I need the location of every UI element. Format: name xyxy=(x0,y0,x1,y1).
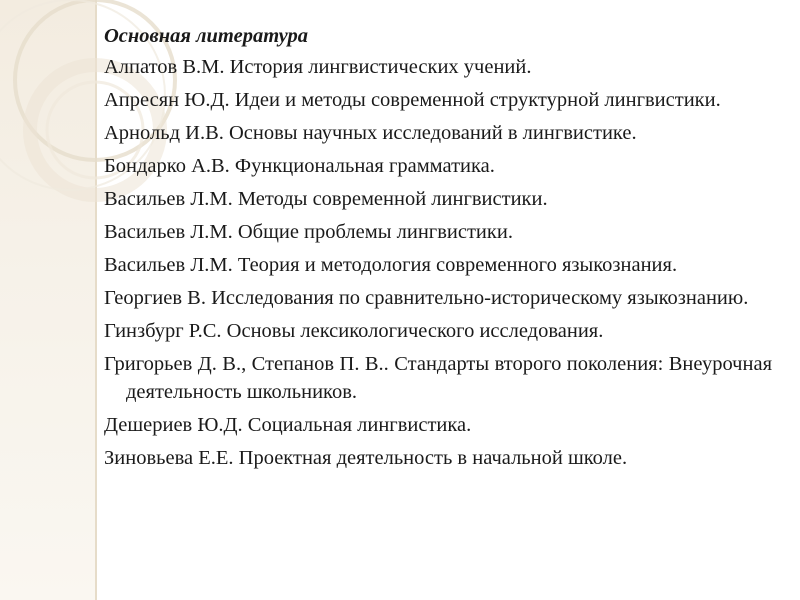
reference-item: Апресян Ю.Д. Идеи и методы современной структурной лингвистики. xyxy=(104,89,721,111)
reference-item: Васильев Л.М. Теория и методология современного языкознания. xyxy=(104,254,678,276)
reference-item: Григорьев Д. В., Степанов П. В.. Стандарты второго поколения: Внеурочная деятельность школьников. xyxy=(104,353,772,403)
reference-item: Зиновьева Е.Е. Проектная деятельность в начальной школе. xyxy=(104,447,628,469)
reference-item: Арнольд И.В. Основы научных исследований в лингвистике. xyxy=(104,122,637,144)
reference-item: Бондарко А.В. Функциональная грамматика. xyxy=(104,155,495,177)
reference-item: Дешериев Ю.Д. Социальная лингвистика. xyxy=(104,414,472,436)
reference-item: Васильев Л.М. Методы современной лингвистики. xyxy=(104,188,548,210)
reference-item: Гинзбург Р.С. Основы лексикологического исследования. xyxy=(104,320,604,342)
content-area xyxy=(104,22,772,477)
heading: Основная литература xyxy=(104,25,308,47)
reference-item: Алпатов В.М. История лингвистических учений. xyxy=(104,56,532,78)
reference-list xyxy=(104,53,772,472)
reference-item: Васильев Л.М. Общие проблемы лингвистики. xyxy=(104,221,513,243)
reference-item: Георгиев В. Исследования по сравнительно-историческому языкознанию. xyxy=(104,287,749,309)
